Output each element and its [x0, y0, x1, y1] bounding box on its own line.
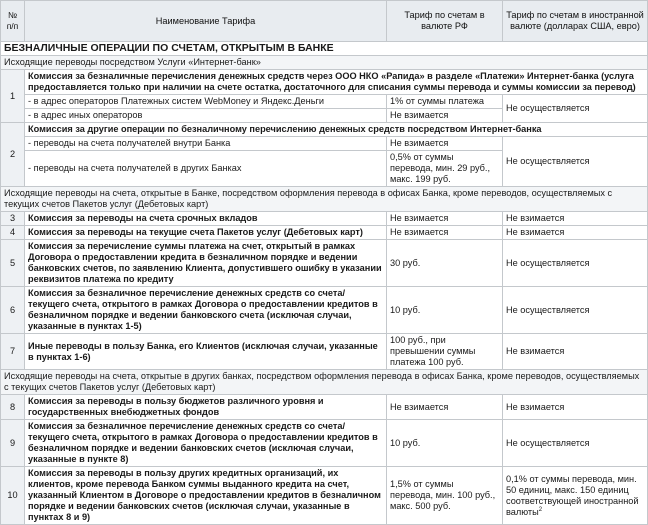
- row-fx: Не осуществляется: [503, 95, 648, 123]
- table-row: [1, 287, 648, 334]
- row-rub: 10 руб.: [387, 420, 503, 467]
- section-title-row: [1, 42, 648, 56]
- table-row: [1, 137, 648, 151]
- table-row: [1, 420, 648, 467]
- header-name: Наименование Тарифа: [25, 1, 387, 42]
- table-row: [1, 467, 648, 525]
- row-rub: 30 руб.: [387, 240, 503, 287]
- table-row: [1, 226, 648, 240]
- subsection-internet: Исходящие переводы посредством Услуги «Интернет-банк»: [1, 56, 648, 70]
- row-num: 10: [1, 467, 25, 525]
- row-subitem: - переводы на счета получателей в других Банках: [25, 151, 387, 187]
- row-num: 1: [1, 70, 25, 123]
- table-row: [1, 395, 648, 420]
- row-num: 8: [1, 395, 25, 420]
- header-fx: Тариф по счетам в иностранной валюте (долларах США, евро): [503, 1, 648, 42]
- section-title: БЕЗНАЛИЧНЫЕ ОПЕРАЦИИ ПО СЧЕТАМ, ОТКРЫТЫМ В БАНКЕ: [1, 42, 648, 56]
- row-title: Комиссия за переводы в пользу бюджетов различного уровня и государственных внебюджетных фондов: [25, 395, 387, 420]
- row-rub: Не взимается: [387, 395, 503, 420]
- row-num: 3: [1, 212, 25, 226]
- table-row: [1, 95, 648, 109]
- subsection-other-banks: Исходящие переводы на счета, открытые в других банках, посредством оформления перевода в офисах Банка, кроме переводов, осуществляемых с текущих счетов Пакетов услуг (Дебетовых карт): [1, 370, 648, 395]
- table-row: [1, 123, 648, 137]
- row-title: Комиссия за безналичное перечисление денежных средств со счета/текущего счета, открытого в рамках Договора о предоставлении кредитов в безналичном порядке и ведении банковских счетов (исключая случаи, указанные в пункте 8): [25, 420, 387, 467]
- row-rub: Не взимается: [387, 212, 503, 226]
- table-row: [1, 70, 648, 95]
- header-rub: Тариф по счетам в валюте РФ: [387, 1, 503, 42]
- row-num: 5: [1, 240, 25, 287]
- row-subitem: - переводы на счета получателей внутри Банка: [25, 137, 387, 151]
- row-num: 7: [1, 334, 25, 370]
- row-title: Комиссия за безналичное перечисление денежных средств со счета/текущего счета, открытого в рамках Договора о предоставлении кредитов в безналичном порядке и ведении банковского счета (исключая случаи, указанные в пунктах 1-5): [25, 287, 387, 334]
- row-rub: 1% от суммы платежа: [387, 95, 503, 109]
- row-fx: Не осуществляется: [503, 420, 648, 467]
- table-row: [1, 334, 648, 370]
- row-rub: Не взимается: [387, 109, 503, 123]
- header-num: № п/п: [1, 1, 25, 42]
- row-rub: 0,5% от суммы перевода, мин. 29 руб., макс. 199 руб.: [387, 151, 503, 187]
- row-title: Комиссия за другие операции по безналичному перечислению денежных средств посредством Интернет-банка: [25, 123, 648, 137]
- row-rub: 100 руб., при превышении суммы платежа 100 руб.: [387, 334, 503, 370]
- row-title: Комиссия за переводы в пользу других кредитных организаций, их клиентов, кроме перевода Банком суммы выданного кредита на счет, указанный Клиентом в Договоре о предоставлении кредитов в безналичном порядке и ведении банковских счетов (исключая случаи, указанные в пунктах 8 и 9): [25, 467, 387, 525]
- row-fx: Не осуществляется: [503, 287, 648, 334]
- row-title: Комиссия за безналичные перечисления денежных средств через ООО НКО «Рапида» в разделе «Платежи» Интернет-банка (услуга предоставляется только при наличии на счете остатка, достаточного для списания суммы перевода и суммы комиссии за перевод): [25, 70, 648, 95]
- subsection-in-bank: Исходящие переводы на счета, открытые в Банке, посредством оформления перевода в офисах Банка, кроме переводов, осуществляемых с текущих счетов Пакетов услуг (Дебетовых карт): [1, 187, 648, 212]
- table-row: [1, 240, 648, 287]
- row-rub: Не взимается: [387, 137, 503, 151]
- row-fx: [503, 467, 648, 525]
- table-header: [1, 1, 648, 42]
- row-title: Иные переводы в пользу Банка, его Клиентов (исключая случаи, указанные в пунктах 1-6): [25, 334, 387, 370]
- row-fx: Не взимается: [503, 212, 648, 226]
- row-fx-text: 0,1% от суммы перевода, мин. 50 единиц, макс. 150 единиц соответствующей иностранной валюты: [506, 473, 639, 517]
- row-num: 6: [1, 287, 25, 334]
- row-rub: Не взимается: [387, 226, 503, 240]
- row-num: 4: [1, 226, 25, 240]
- row-fx: Не осуществляется: [503, 137, 648, 187]
- row-rub: 10 руб.: [387, 287, 503, 334]
- row-num: 9: [1, 420, 25, 467]
- row-rub: 1,5% от суммы перевода, мин. 100 руб., макс. 500 руб.: [387, 467, 503, 525]
- row-title: Комиссия за переводы на счета срочных вкладов: [25, 212, 387, 226]
- row-subitem: - в адрес иных операторов: [25, 109, 387, 123]
- row-fx: Не осуществляется: [503, 240, 648, 287]
- row-title: Комиссия за перечисление суммы платежа на счет, открытый в рамках Договора о предоставлении кредита в безналичном порядке и ведении банковских счетов, по заявлению Клиента, допустившего ошибку в указании реквизитов платежа по кредиту: [25, 240, 387, 287]
- row-fx: Не взимается: [503, 334, 648, 370]
- row-title: Комиссия за переводы на текущие счета Пакетов услуг (Дебетовых карт): [25, 226, 387, 240]
- row-subitem: - в адрес операторов Платежных систем WebMoney и Яндекс.Деньги: [25, 95, 387, 109]
- row-fx: Не взимается: [503, 395, 648, 420]
- footnote-ref: 2: [538, 506, 543, 513]
- row-fx: Не взимается: [503, 226, 648, 240]
- row-num: 2: [1, 123, 25, 187]
- table-row: [1, 212, 648, 226]
